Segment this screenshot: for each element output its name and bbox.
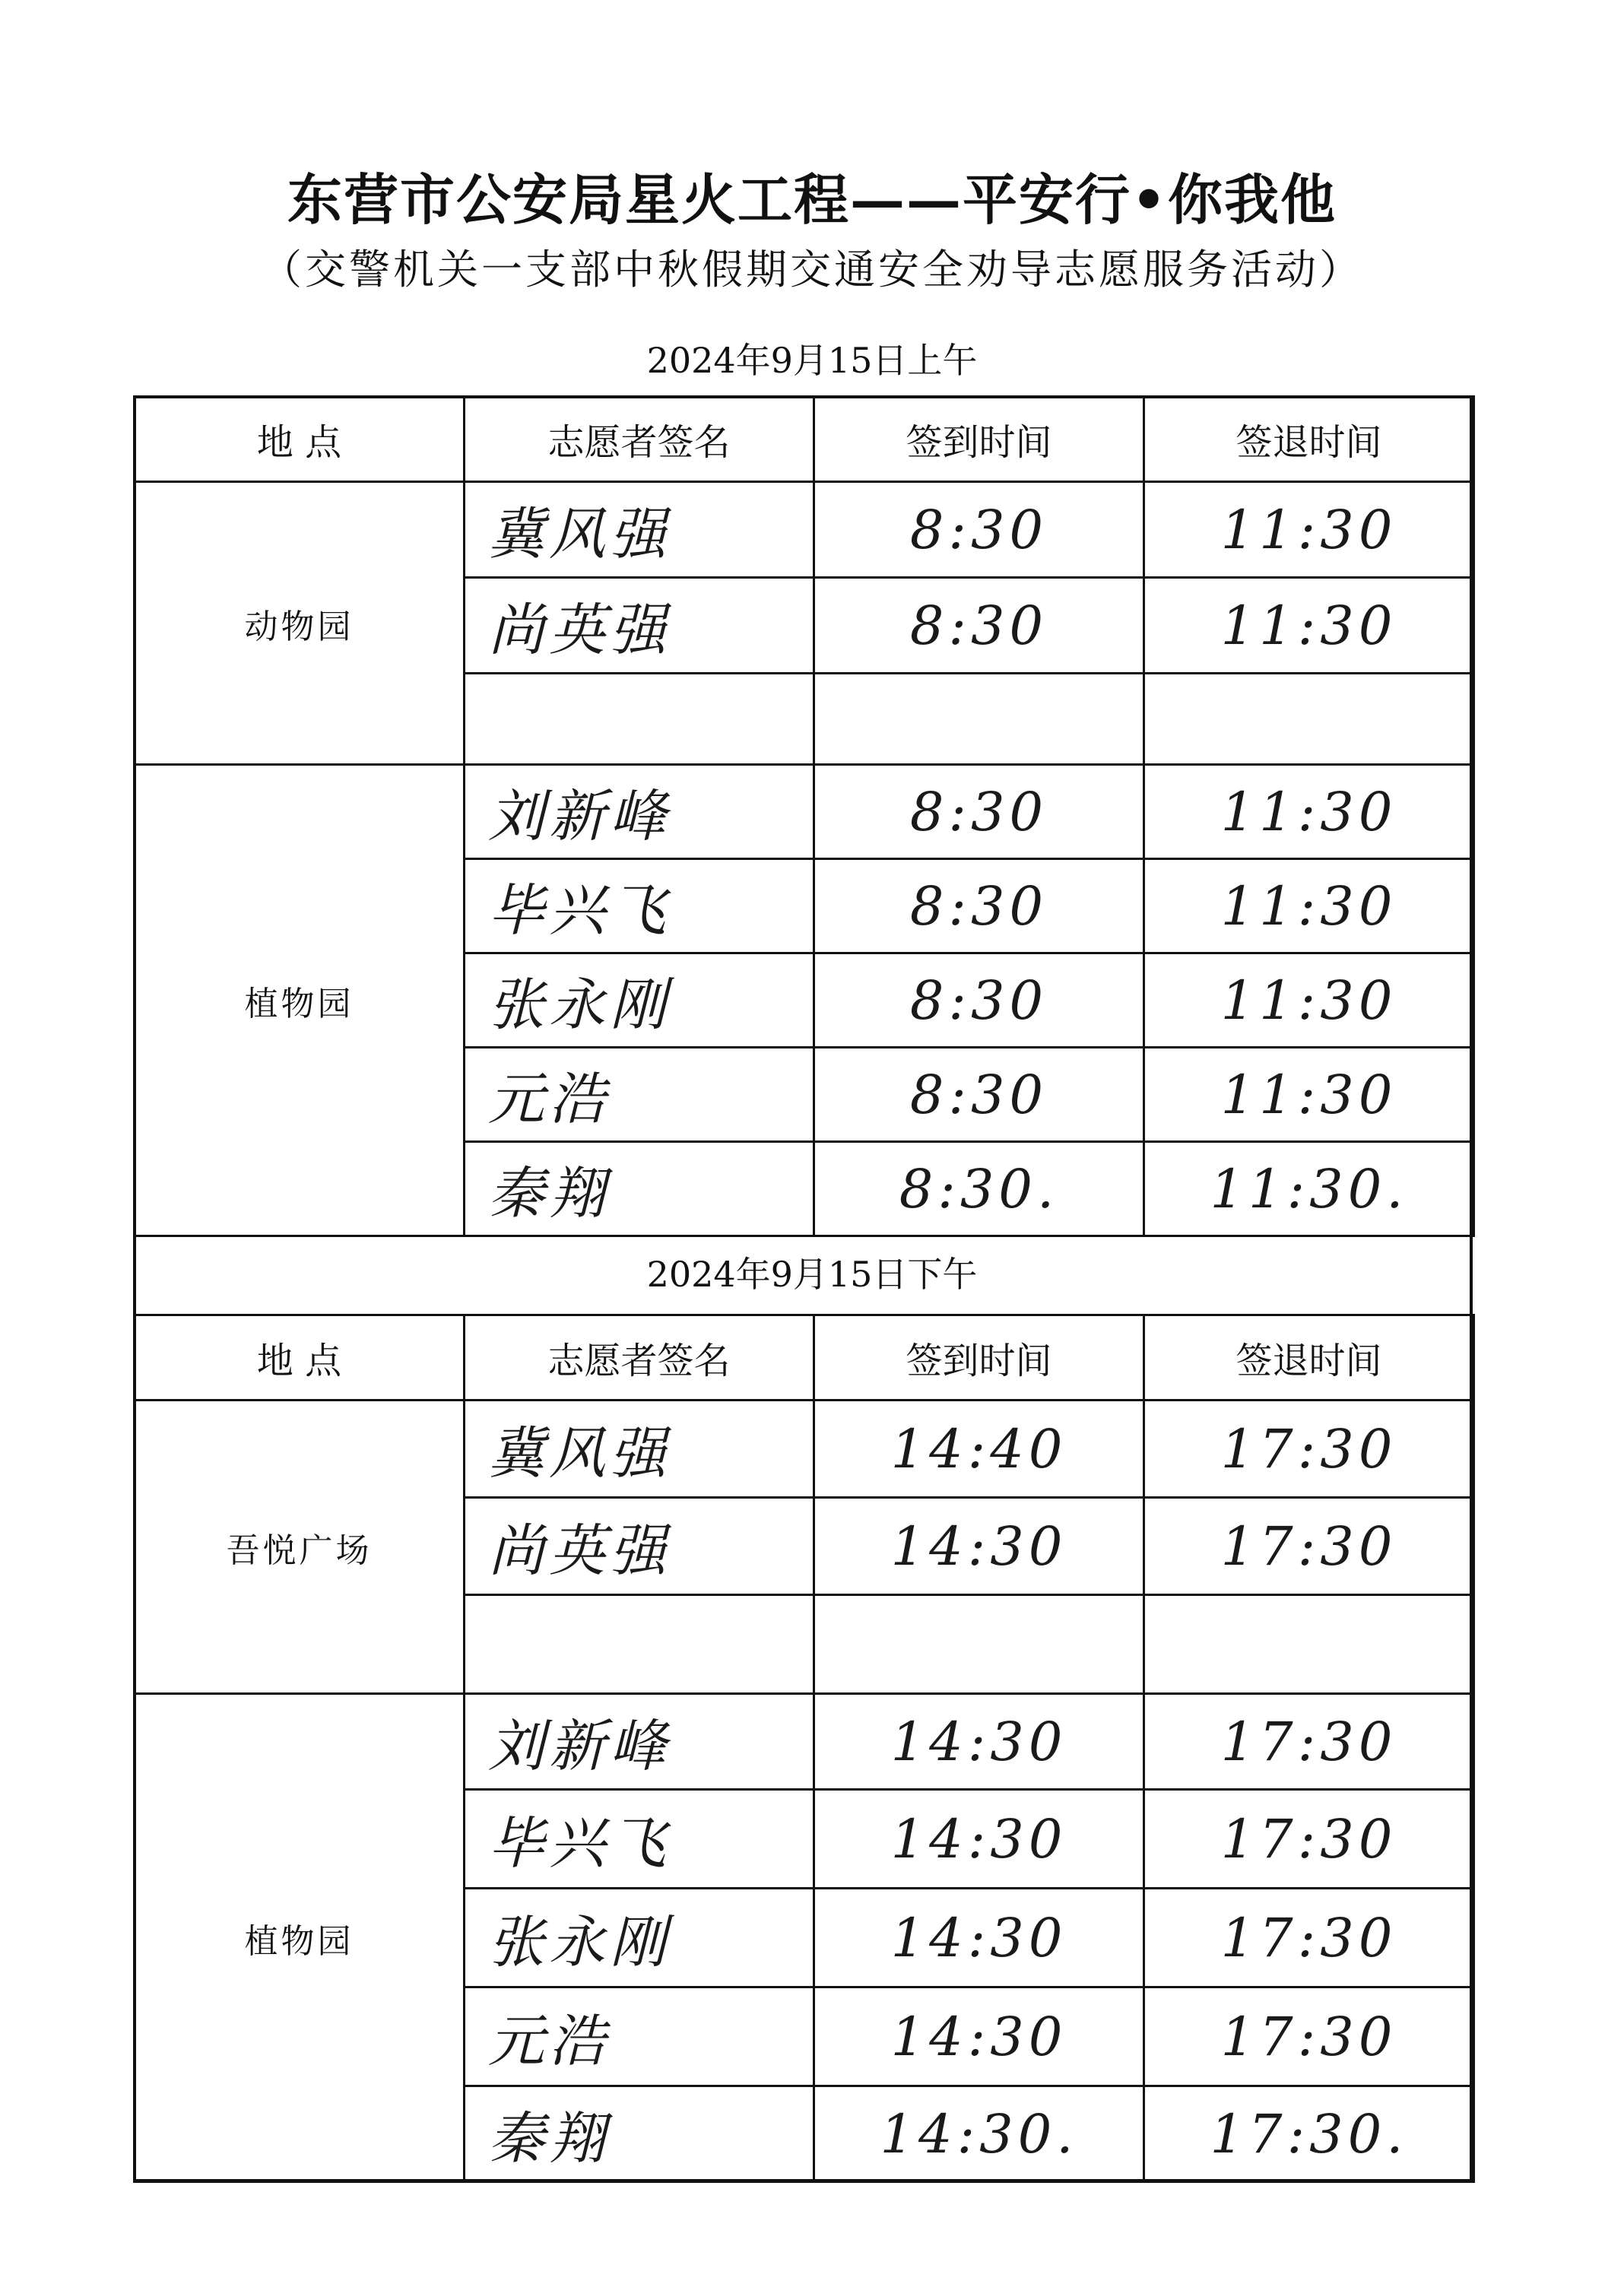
checkout-cell: 17:30 [1144, 1790, 1474, 1889]
header-location: 地 点 [135, 1315, 465, 1401]
location-cell: 动物园 [135, 482, 465, 765]
checkin-cell: 8:30 [814, 482, 1144, 578]
page-subtitle: （交警机关一支部中秋假期交通安全劝导志愿服务活动） [261, 246, 1363, 293]
table-row [135, 1694, 1474, 1790]
signature-cell: 毕兴飞 [465, 859, 814, 953]
header-signature: 志愿者签名 [465, 1315, 814, 1401]
checkin-cell: 14:30. [814, 2086, 1144, 2182]
location-cell: 植物园 [135, 765, 465, 1236]
location-cell: 吾悦广场 [135, 1401, 465, 1694]
checkin-cell: 8:30 [814, 578, 1144, 674]
signature-cell: 尚英强 [465, 578, 814, 674]
signature-cell: 刘新峰 [465, 765, 814, 859]
signature-cell: 尚英强 [465, 1498, 814, 1595]
checkin-cell [814, 1595, 1144, 1694]
signature-cell: 秦翔 [465, 2086, 814, 2182]
header-checkin: 签到时间 [814, 397, 1144, 482]
checkin-cell: 14:30 [814, 1694, 1144, 1790]
checkin-cell: 8:30 [814, 1048, 1144, 1142]
header-checkout: 签退时间 [1144, 1315, 1474, 1401]
morning-date: 2024年9月15日上午 [646, 340, 978, 381]
checkin-cell: 14:40 [814, 1401, 1144, 1498]
checkin-cell: 14:30 [814, 1987, 1144, 2086]
checkin-cell [814, 674, 1144, 765]
checkout-cell: 17:30 [1144, 1889, 1474, 1987]
table-row [135, 765, 1474, 859]
checkout-cell: 17:30 [1144, 1694, 1474, 1790]
afternoon-table [133, 1314, 1475, 2183]
checkout-cell: 17:30 [1144, 1401, 1474, 1498]
checkout-cell: 11:30 [1144, 765, 1474, 859]
page-title: 东营市公安局星火工程——平安行•你我他 [287, 167, 1337, 232]
afternoon-date: 2024年9月15日下午 [646, 1254, 978, 1295]
checkin-cell: 14:30 [814, 1498, 1144, 1595]
checkout-cell: 11:30 [1144, 1048, 1474, 1142]
table-row [135, 1401, 1474, 1498]
checkin-cell: 14:30 [814, 1889, 1144, 1987]
checkout-cell: 11:30 [1144, 953, 1474, 1048]
table-header-row [135, 1315, 1474, 1401]
signature-cell: 冀风强 [465, 1401, 814, 1498]
morning-table [133, 395, 1475, 1237]
checkin-cell: 8:30 [814, 953, 1144, 1048]
checkout-cell: 17:30 [1144, 1987, 1474, 2086]
header-checkout: 签退时间 [1144, 397, 1474, 482]
signature-cell: 元浩 [465, 1987, 814, 2086]
checkin-cell: 14:30 [814, 1790, 1144, 1889]
header-signature: 志愿者签名 [465, 397, 814, 482]
signature-cell: 张永刚 [465, 953, 814, 1048]
checkout-cell: 11:30 [1144, 859, 1474, 953]
signature-cell: 元浩 [465, 1048, 814, 1142]
location-cell: 植物园 [135, 1694, 465, 2182]
signature-cell: 毕兴飞 [465, 1790, 814, 1889]
table-header-row [135, 397, 1474, 482]
checkout-cell: 17:30. [1144, 2086, 1474, 2182]
signature-cell: 张永刚 [465, 1889, 814, 1987]
table-row [135, 482, 1474, 578]
checkin-cell: 8:30 [814, 859, 1144, 953]
signature-cell: 秦翔 [465, 1142, 814, 1236]
signature-cell: 冀风强 [465, 482, 814, 578]
checkout-cell: 11:30 [1144, 482, 1474, 578]
checkin-cell: 8:30 [814, 765, 1144, 859]
signature-cell [465, 674, 814, 765]
header-location: 地 点 [135, 397, 465, 482]
checkout-cell: 11:30 [1144, 578, 1474, 674]
header-checkin: 签到时间 [814, 1315, 1144, 1401]
checkout-cell: 11:30. [1144, 1142, 1474, 1236]
checkout-cell [1144, 674, 1474, 765]
checkout-cell [1144, 1595, 1474, 1694]
signature-cell: 刘新峰 [465, 1694, 814, 1790]
signature-cell [465, 1595, 814, 1694]
checkin-cell: 8:30. [814, 1142, 1144, 1236]
checkout-cell: 17:30 [1144, 1498, 1474, 1595]
